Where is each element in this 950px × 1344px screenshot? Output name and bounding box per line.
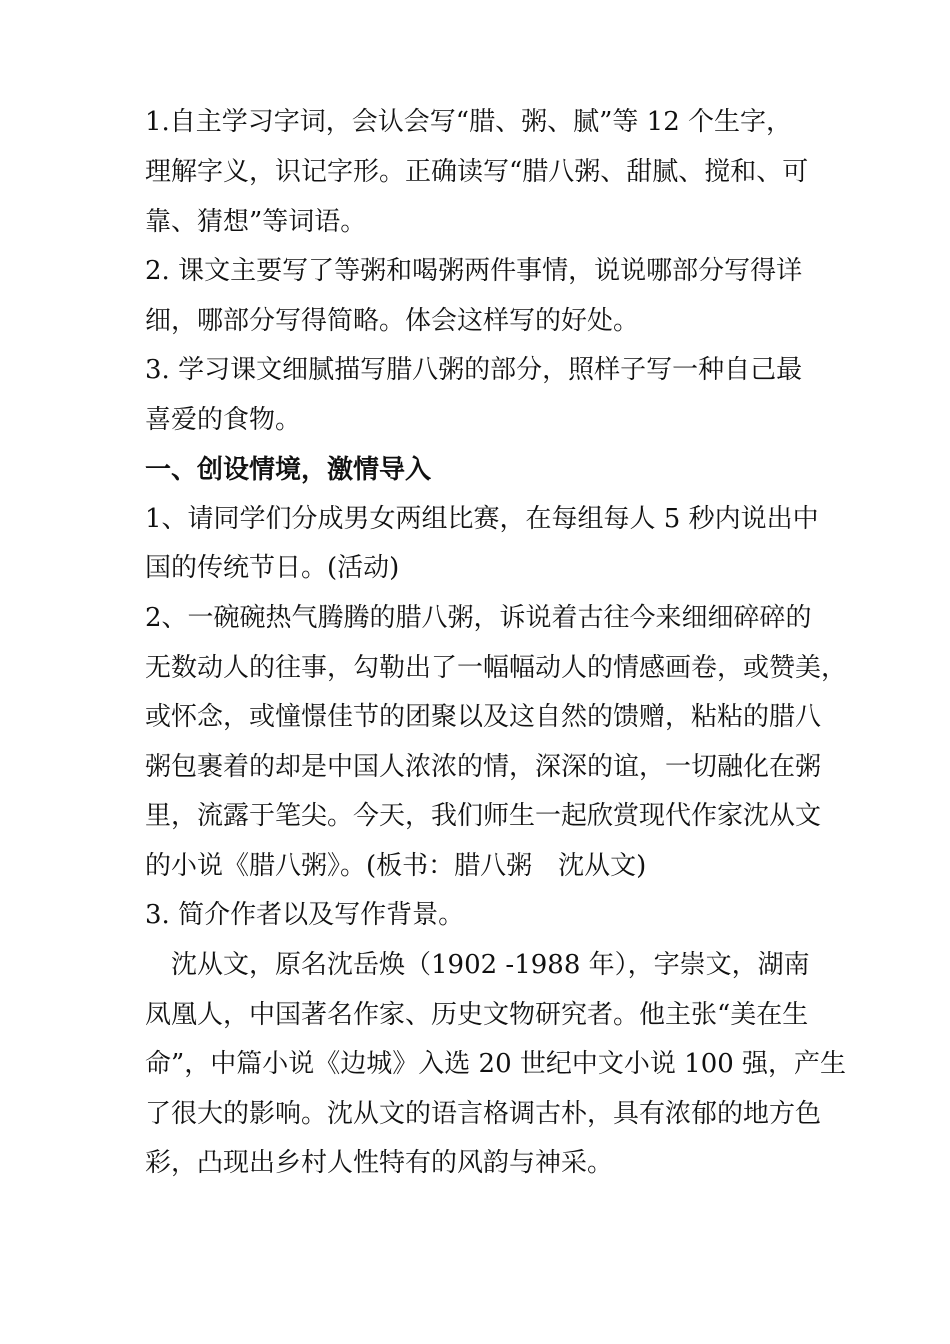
step-2-line-1: 2、一碗碗热气腾腾的腊八粥，诉说着古往今来细细碎碎的 xyxy=(145,603,812,633)
objective-1-line-3: 靠、猜想”等词语。 xyxy=(145,207,367,237)
objective-2-line-1: 2. 课文主要写了等粥和喝粥两件事情，说说哪部分写得详 xyxy=(145,256,803,286)
step-2-line-6: 的小说《腊八粥》。(板书：腊八粥 沈从文) xyxy=(145,851,647,881)
step-1-line-1: 1、请同学们分成男女两组比赛，在每组每人 5 秒内说出中 xyxy=(145,504,819,534)
step-2-line-2: 无数动人的往事，勾勒出了一幅幅动人的情感画卷，或赞美， xyxy=(145,653,848,683)
author-line-2: 凤凰人，中国著名作家、历史文物研究者。他主张“美在生 xyxy=(145,1000,809,1030)
step-2-line-5: 里，流露于笔尖。今天，我们师生一起欣赏现代作家沈从文 xyxy=(145,801,822,831)
author-line-1: 沈从文，原名沈岳焕（1902 -1988 年），字崇文，湖南 xyxy=(145,950,810,980)
section-heading: 一、创设情境，激情导入 xyxy=(145,455,432,485)
author-line-3: 命”，中篇小说《边城》入选 20 世纪中文小说 100 强，产生 xyxy=(145,1049,847,1079)
author-line-4: 了很大的影响。沈从文的语言格调古朴，具有浓郁的地方色 xyxy=(145,1099,822,1129)
objective-2-line-2: 细，哪部分写得简略。体会这样写的好处。 xyxy=(145,306,640,336)
objective-1-line-1: 1.自主学习字词，会认会写“腊、粥、腻”等 12 个生字， xyxy=(145,107,793,137)
objective-1-line-2: 理解字义，识记字形。正确读写“腊八粥、甜腻、搅和、可 xyxy=(145,157,809,187)
objective-3-line-2: 喜爱的食物。 xyxy=(145,405,302,435)
step-1-line-2: 国的传统节日。(活动) xyxy=(145,553,400,583)
step-2-line-4: 粥包裹着的却是中国人浓浓的情，深深的谊，一切融化在粥 xyxy=(145,752,822,782)
step-3-line-1: 3. 简介作者以及写作背景。 xyxy=(145,900,465,930)
objective-3-line-1: 3. 学习课文细腻描写腊八粥的部分，照样子写一种自己最 xyxy=(145,355,803,385)
author-line-5: 彩，凸现出乡村人性特有的风韵与神采。 xyxy=(145,1148,614,1178)
step-2-line-3: 或怀念，或憧憬佳节的团聚以及这自然的馈赠，粘粘的腊八 xyxy=(145,702,822,732)
